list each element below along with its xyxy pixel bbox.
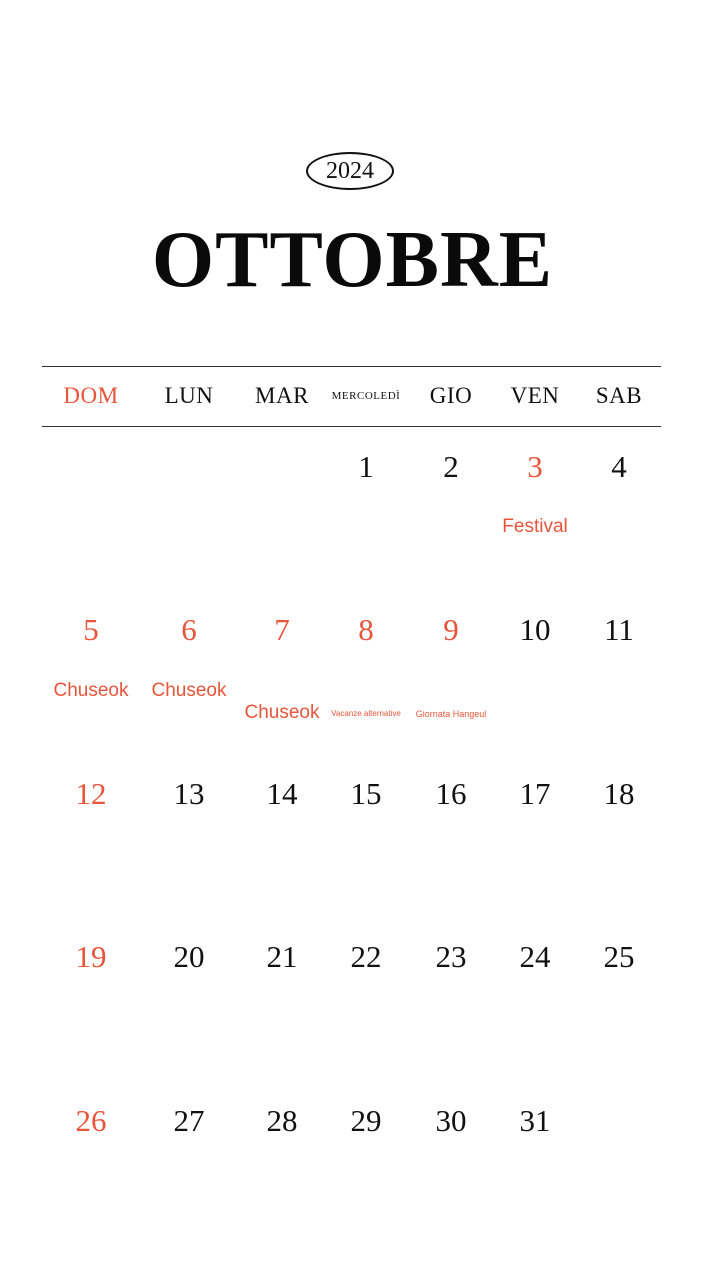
day-7[interactable]: 7 xyxy=(274,612,290,647)
day-19[interactable]: 19 xyxy=(75,939,107,974)
weekday-sunday: DOM xyxy=(63,383,119,408)
day-27[interactable]: 27 xyxy=(173,1103,205,1138)
year-badge: 2024 xyxy=(306,152,394,190)
day-21[interactable]: 21 xyxy=(266,939,298,974)
day-9[interactable]: 9 xyxy=(443,612,459,647)
day-28[interactable]: 28 xyxy=(266,1103,298,1138)
day-24[interactable]: 24 xyxy=(519,939,551,974)
weekday-thursday: GIO xyxy=(429,383,473,408)
day-22[interactable]: 22 xyxy=(350,939,382,974)
weekday-wednesday: MERCOLEDÌ xyxy=(331,390,401,402)
day-14[interactable]: 14 xyxy=(266,776,298,811)
day-11[interactable]: 11 xyxy=(604,612,634,647)
day-8[interactable]: 8 xyxy=(358,612,374,647)
day-17[interactable]: 17 xyxy=(519,776,551,811)
day-6[interactable]: 6 xyxy=(181,612,197,647)
weekday-tuesday: MAR xyxy=(255,383,309,408)
header-top-divider xyxy=(42,366,661,367)
event-chuseok-7: Chuseok xyxy=(244,702,320,723)
event-vacanze-alternative: Vacanze alternative xyxy=(331,709,401,718)
day-13[interactable]: 13 xyxy=(173,776,205,811)
day-5[interactable]: 5 xyxy=(83,612,99,647)
day-4[interactable]: 4 xyxy=(611,449,627,484)
day-15[interactable]: 15 xyxy=(350,776,382,811)
header-bottom-divider xyxy=(42,426,661,427)
day-20[interactable]: 20 xyxy=(173,939,205,974)
day-3[interactable]: 3 xyxy=(527,449,543,484)
day-16[interactable]: 16 xyxy=(435,776,467,811)
day-23[interactable]: 23 xyxy=(435,939,467,974)
day-30[interactable]: 30 xyxy=(435,1103,467,1138)
event-giornata-hangeul: Giornata Hangeul xyxy=(415,709,487,719)
day-18[interactable]: 18 xyxy=(603,776,635,811)
event-festival: Festival xyxy=(502,516,568,537)
day-31[interactable]: 31 xyxy=(519,1103,551,1138)
weekday-saturday: SAB xyxy=(595,383,643,408)
day-12[interactable]: 12 xyxy=(75,776,107,811)
day-1[interactable]: 1 xyxy=(358,449,374,484)
weekday-monday: LUN xyxy=(164,383,214,408)
event-chuseok-5: Chuseok xyxy=(53,680,129,701)
day-10[interactable]: 10 xyxy=(519,612,551,647)
day-25[interactable]: 25 xyxy=(603,939,635,974)
day-2[interactable]: 2 xyxy=(443,449,459,484)
weekday-friday: VEN xyxy=(510,383,560,408)
event-chuseok-6: Chuseok xyxy=(151,680,227,701)
day-29[interactable]: 29 xyxy=(350,1103,382,1138)
day-26[interactable]: 26 xyxy=(75,1103,107,1138)
month-title: OTTOBRE xyxy=(151,216,554,304)
